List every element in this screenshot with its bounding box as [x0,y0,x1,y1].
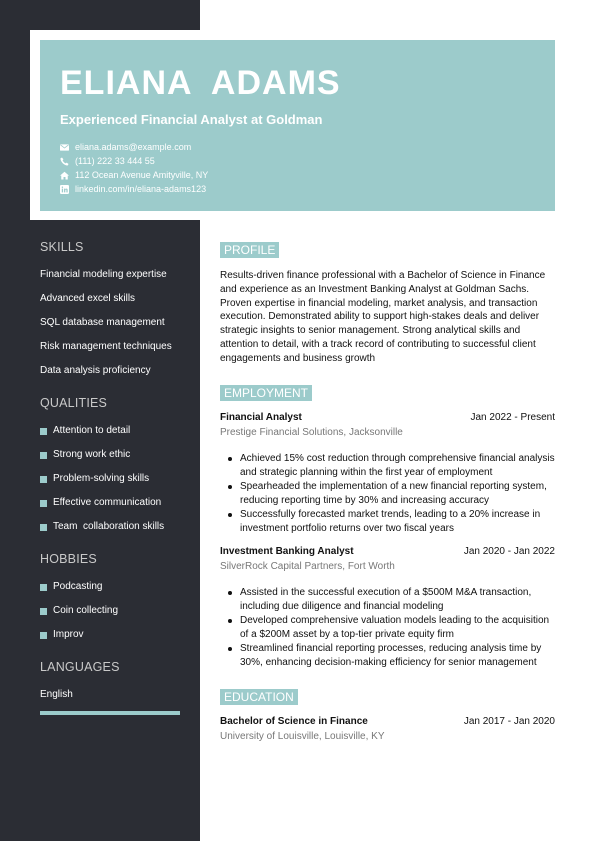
achievement-item: Successfully forecasted market trends, leading to a 20% increase in investment portfolio returns over two fiscal years [220,508,555,536]
skill-item: Advanced excel skills [40,293,136,304]
job-title: Financial Analyst [220,412,302,423]
linkedin-text: linkedin.com/in/eliana-adams123 [75,184,207,194]
square-bullet-icon [40,524,47,531]
home-icon [60,171,69,180]
education-section [220,688,555,742]
skill-item: Financial modeling expertise [40,269,167,280]
skill-item: Data analysis proficiency [40,365,151,376]
employment-heading: EMPLOYMENT [220,385,312,401]
quality-item [40,467,185,491]
contact-phone[interactable] [60,154,535,168]
languages-heading: LANGUAGES [40,660,120,674]
hobby-label: Coin collecting [53,605,119,616]
candidate-name: ELIANA ADAMS [60,64,341,102]
qualities-heading: QUALITIES [40,396,108,410]
quality-label: Attention to detail [53,425,131,436]
quality-label: Strong work ethic [53,449,131,460]
degree-title: Bachelor of Science in Finance [220,716,368,727]
skills-section [40,240,185,383]
job-company: Prestige Financial Solutions, Jacksonville [220,427,403,438]
education-entry [220,716,555,742]
quality-item [40,419,185,443]
hobbies-section [40,552,185,647]
achievement-list [220,452,555,536]
hobby-item [40,575,185,599]
achievement-item: Assisted in the successful execution of a $500M M&A transaction, including due diligence and financial modeling [220,586,555,614]
job-dates: Jan 2022 - Present [470,412,555,423]
education-dates: Jan 2017 - Jan 2020 [463,716,555,727]
achievement-item: Streamlined financial reporting processes, reducing analysis time by 30%, enhancing decision-making efficiency for senior management [220,642,555,670]
profile-section [220,241,555,366]
square-bullet-icon [40,452,47,459]
achievement-item: Achieved 15% cost reduction through comprehensive financial analysis and strategic planning within the first year of employment [220,452,555,480]
quality-item [40,491,185,515]
skills-heading: SKILLS [40,240,84,254]
contact-linkedin[interactable] [60,182,535,196]
phone-text: (111) 222 33 444 55 [75,156,155,166]
achievement-item: Developed comprehensive valuation models leading to the acquisition of a $200M asset by a top-tier private equity firm [220,614,555,642]
contact-address [60,168,535,182]
header-banner [40,40,555,211]
square-bullet-icon [40,608,47,615]
job-dates: Jan 2020 - Jan 2022 [463,546,555,557]
skill-item: Risk management techniques [40,341,172,352]
quality-item [40,515,185,539]
job-entry [220,546,555,670]
qualities-section [40,396,185,539]
hobby-label: Podcasting [53,581,103,592]
square-bullet-icon [40,428,47,435]
school-name: University of Louisville, Louisville, KY [220,731,385,742]
contact-email[interactable] [60,140,535,154]
languages-section [40,660,185,715]
job-title: Investment Banking Analyst [220,546,354,557]
job-company: SilverRock Capital Partners, Fort Worth [220,561,395,572]
language-item: English [40,689,73,700]
achievement-list [220,586,555,670]
achievement-item: Spearheaded the implementation of a new financial reporting system, reducing reporting time by 30% and increasing accuracy [220,480,555,508]
profile-heading: PROFILE [220,242,279,258]
square-bullet-icon [40,476,47,483]
quality-label: Problem-solving skills [53,473,150,484]
language-level-bar [40,711,180,715]
candidate-headline: Experienced Financial Analyst at Goldman [60,112,323,127]
square-bullet-icon [40,500,47,507]
profile-summary: Results-driven finance professional with a Bachelor of Science in Finance and experience as an Investment Banking Analyst at Goldman Sachs. Proven expertise in financial modeling, market analysis, and transaction execution. Demonstrated ability to support high-stakes deals and deliver strategic insights to senior management. Strong analytical skills and attention to detail, with a track record of contributing to successful client engagements and business growth [220,270,546,364]
hobby-item [40,623,185,647]
square-bullet-icon [40,632,47,639]
phone-icon [60,157,69,166]
contact-list [60,140,535,196]
education-heading: EDUCATION [220,689,298,705]
hobby-label: Improv [53,629,84,640]
job-entry [220,412,555,536]
email-text: eliana.adams@example.com [75,142,192,152]
quality-label: Effective communication [53,497,162,508]
skill-item: SQL database management [40,317,165,328]
hobbies-heading: HOBBIES [40,552,97,566]
square-bullet-icon [40,584,47,591]
quality-item [40,443,185,467]
address-text: 112 Ocean Avenue Amityville, NY [75,170,209,180]
hobby-item [40,599,185,623]
header [30,30,565,220]
envelope-icon [60,143,69,152]
employment-section [220,384,555,670]
quality-label: Team collaboration skills [53,521,165,532]
linkedin-icon [60,185,69,194]
